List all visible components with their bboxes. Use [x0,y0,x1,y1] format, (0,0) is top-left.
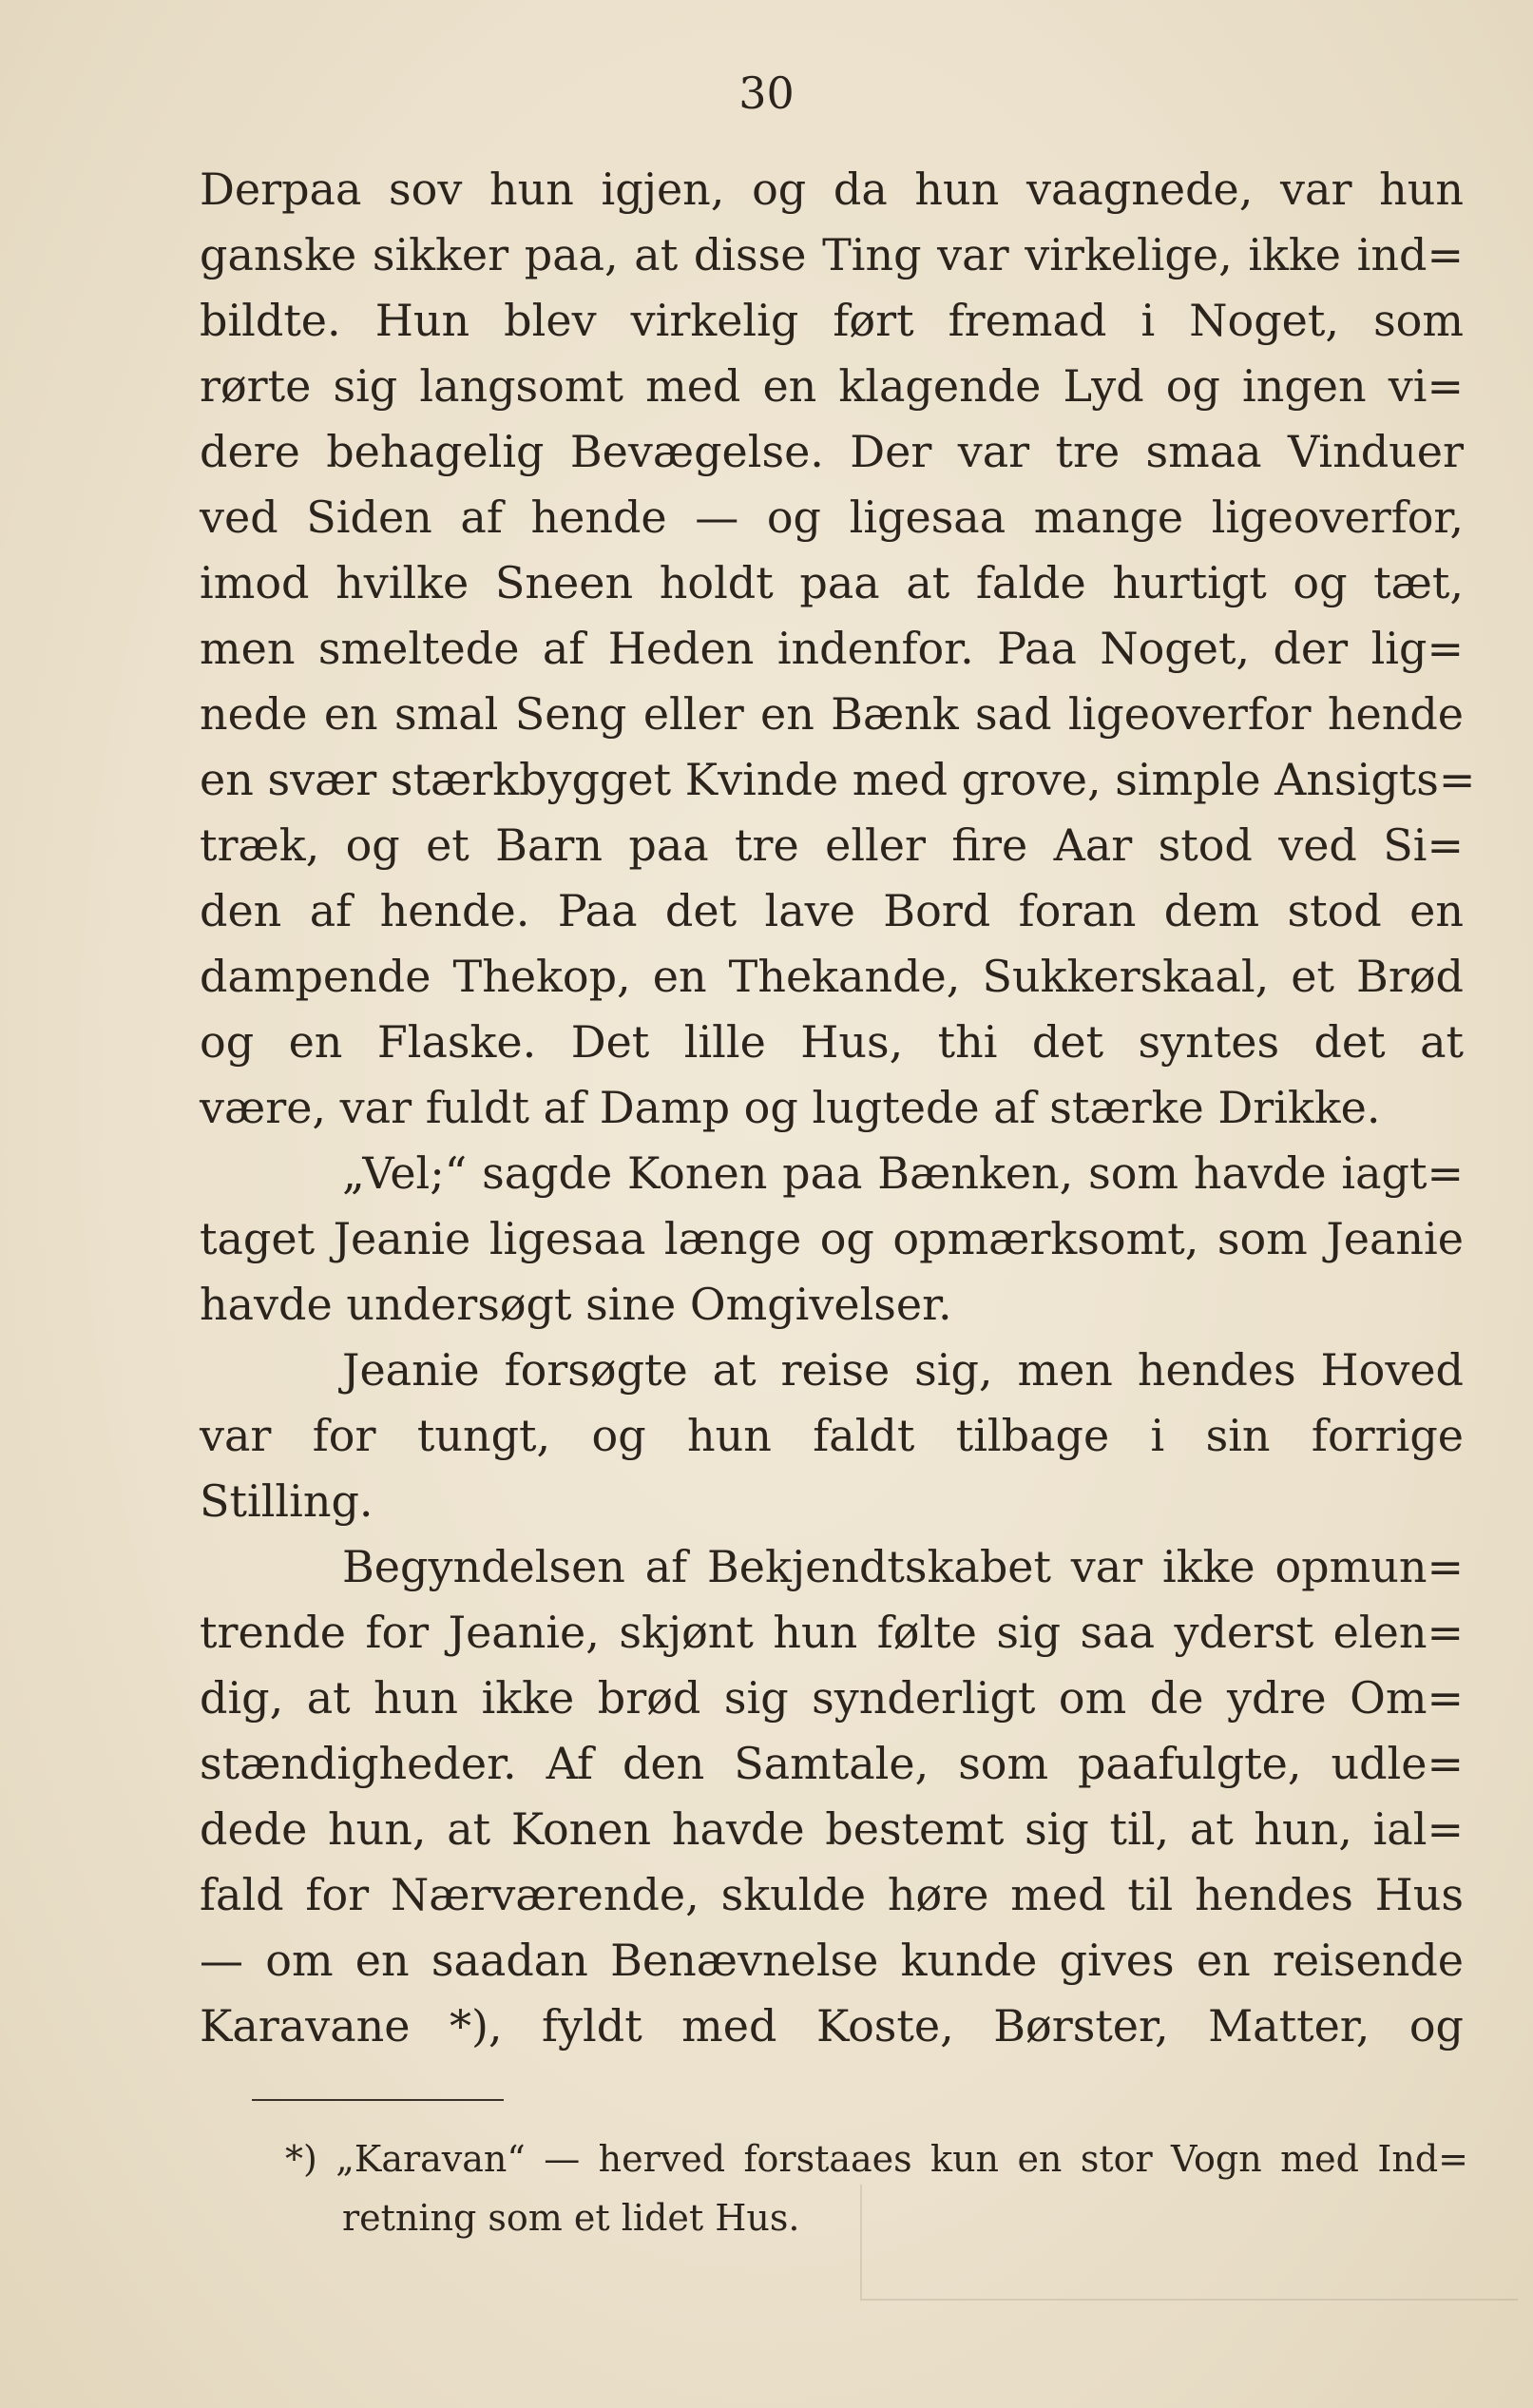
text-line: nede en smal Seng eller en Bænk sad ligeoverfor hende [200,688,1464,740]
text-line: den af hende. Paa det lave Bord foran dem stod en [200,885,1464,936]
text-line: — om en saadan Benævnelse kunde gives en reisende [200,1935,1464,1986]
page-number: 30 [738,67,795,119]
text-line: dede hun, at Konen havde bestemt sig til, at hun, ial= [200,1803,1464,1855]
text-line: taget Jeanie ligesaa længe og opmærksomt, som Jeanie [200,1213,1464,1264]
footnote-line: *) „Karavan“ — herved forstaaes kun en stor Vogn med Ind= [285,2138,1468,2180]
text-line: ved Siden af hende — og ligesaa mange ligeoverfor, [200,491,1464,543]
show-through-mark [860,2185,1518,2301]
body-text [200,157,1476,2059]
text-line: stændigheder. Af den Samtale, som paafulgte, udle= [200,1738,1464,1789]
text-line: „Vel;“ sagde Konen paa Bænken, som havde iagt= [342,1147,1464,1199]
text-line: Begyndelsen af Bekjendtskabet var ikke opmun= [342,1541,1464,1592]
text-line: Derpaa sov hun igjen, og da hun vaagnede, var hun [200,164,1464,215]
text-line: var for tungt, og hun faldt tilbage i sin forrige [200,1410,1464,1461]
text-line: imod hvilke Sneen holdt paa at falde hurtigt og tæt, [200,557,1464,608]
text-line: bildte. Hun blev virkelig ført fremad i Noget, som [200,295,1464,346]
text-line: dampende Thekop, en Thekande, Sukkerskaal, et Brød [200,951,1464,1002]
text-line: Jeanie forsøgte at reise sig, men hendes Hoved [342,1344,1464,1396]
text-line: Karavane *), fyldt med Koste, Børster, Matter, og [200,2000,1464,2052]
text-line: havde undersøgt sine Omgivelser. [200,1279,952,1330]
text-line: og en Flaske. Det lille Hus, thi det syntes det at [200,1016,1464,1068]
text-line: dere behagelig Bevægelse. Der var tre smaa Vinduer [200,426,1464,477]
text-line: træk, og et Barn paa tre eller fire Aar stod ved Si= [200,819,1464,871]
footnote-line: retning som et lidet Hus. [342,2197,800,2239]
text-line: trende for Jeanie, skjønt hun følte sig saa yderst elen= [200,1607,1464,1658]
text-line: Stilling. [200,1475,374,1527]
text-line: rørte sig langsomt med en klagende Lyd og ingen vi= [200,360,1464,412]
text-line: ganske sikker paa, at disse Ting var virkelige, ikke ind= [200,229,1464,280]
text-line: være, var fuldt af Damp og lugtede af stærke Drikke. [200,1082,1381,1133]
text-line: men smeltede af Heden indenfor. Paa Noget, der lig= [200,623,1464,674]
footnote-rule [252,2099,504,2101]
text-line: fald for Nærværende, skulde høre med til hendes Hus [200,1869,1464,1920]
text-line: en svær stærkbygget Kvinde med grove, simple Ansigts= [200,754,1476,805]
text-line: dig, at hun ikke brød sig synderligt om de ydre Om= [200,1672,1464,1724]
